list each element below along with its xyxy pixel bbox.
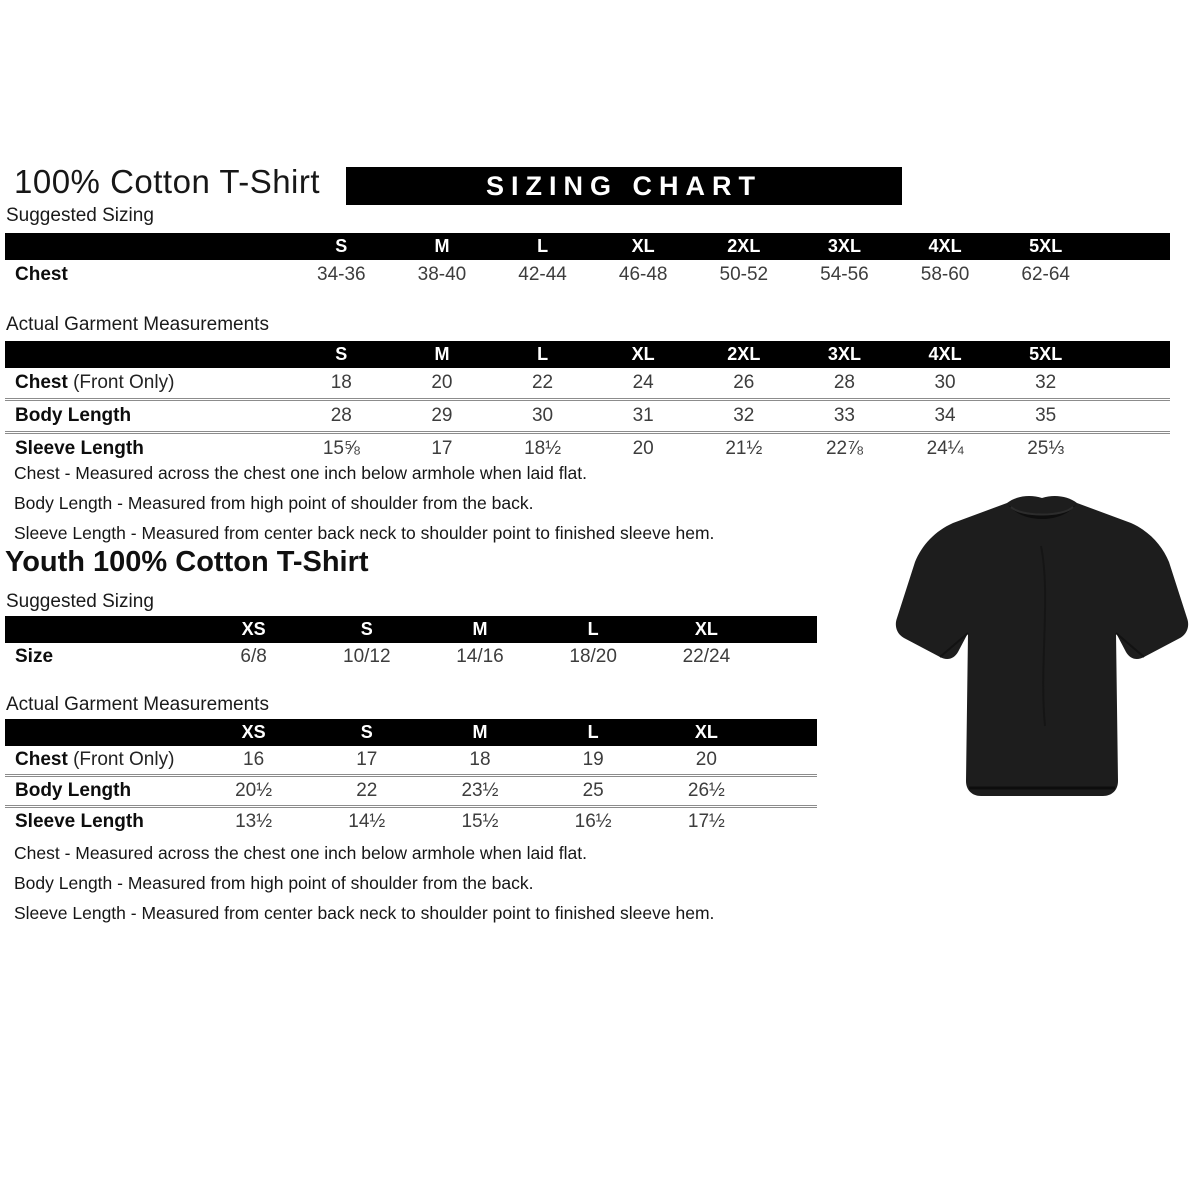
measurement-value-cell: 31	[593, 400, 694, 433]
table-row	[5, 776, 817, 807]
column-header-5xl: 5XL	[995, 233, 1096, 260]
adult-measurement-notes	[14, 460, 714, 550]
row-label	[5, 643, 197, 671]
column-header-l: L	[537, 616, 650, 643]
measurement-value-cell: 22/24	[682, 646, 731, 667]
column-header-empty	[5, 719, 197, 746]
column-header-empty	[5, 233, 291, 260]
measurement-value-cell: 25⅓	[995, 433, 1096, 465]
measurement-value-cell: 19	[582, 749, 604, 770]
measurement-value-cell: 28	[833, 372, 855, 393]
row-label	[5, 776, 197, 807]
youth-suggested-sizing-table	[5, 616, 817, 671]
measurement-value-cell: 34-36	[317, 264, 366, 285]
table-row	[5, 368, 1170, 400]
row-label-text: Size	[15, 646, 54, 667]
column-header-l: L	[492, 341, 593, 368]
measurement-value-cell: 15⅝	[291, 433, 392, 465]
measurement-value-cell: 32	[694, 400, 795, 433]
row-spacer	[1096, 433, 1170, 465]
table-row	[5, 643, 817, 671]
column-header-xl: XL	[650, 616, 763, 643]
measurement-value-cell: 16½	[537, 807, 650, 837]
column-header-4xl: 4XL	[895, 341, 996, 368]
row-label	[5, 400, 291, 433]
measurement-value-cell: 29	[392, 400, 493, 433]
adult-suggested-sizing-label: Suggested Sizing	[6, 205, 154, 226]
measurement-value-cell: 35	[995, 400, 1096, 433]
row-label	[5, 746, 197, 776]
table-row	[5, 807, 817, 837]
tshirt-image	[891, 486, 1193, 810]
column-header-2xl: 2XL	[694, 341, 795, 368]
row-label	[5, 260, 291, 290]
youth-suggested-sizing-label: Suggested Sizing	[6, 591, 154, 612]
table-row	[5, 260, 1170, 290]
measurement-value-cell: 54-56	[820, 264, 869, 285]
table-header-row	[5, 616, 817, 643]
row-spacer	[763, 643, 817, 671]
table-row	[5, 400, 1170, 433]
note-line: Chest - Measured across the chest one inch below armhole when laid flat.	[14, 843, 587, 863]
measurement-value-cell: 38-40	[417, 264, 467, 285]
column-header-spacer	[1096, 233, 1170, 260]
column-header-3xl: 3XL	[794, 341, 895, 368]
measurement-value-cell: 18	[330, 372, 352, 393]
measurement-value-cell: 42-44	[518, 264, 567, 285]
adult-suggested-sizing-table	[5, 233, 1170, 290]
column-header-xs: XS	[197, 616, 310, 643]
youth-actual-measurements-label: Actual Garment Measurements	[6, 694, 269, 715]
note-line: Chest - Measured across the chest one inch below armhole when laid flat.	[14, 463, 587, 483]
page-title: 100% Cotton T-Shirt	[14, 163, 321, 200]
row-label-text: Sleeve Length	[15, 811, 144, 832]
measurement-value-cell: 17½	[650, 807, 763, 837]
column-header-spacer	[1096, 341, 1170, 368]
row-label-text: Chest	[15, 749, 68, 770]
measurement-value-cell: 18/20	[569, 646, 617, 667]
measurement-value-cell: 18	[469, 749, 491, 770]
measurement-value-cell: 33	[794, 400, 895, 433]
column-header-xl: XL	[593, 341, 694, 368]
measurement-value-cell: 32	[1035, 372, 1057, 393]
column-header-m: M	[423, 719, 536, 746]
column-header-m: M	[423, 616, 536, 643]
note-line: Body Length - Measured from high point of shoulder from the back.	[14, 493, 534, 513]
column-header-xl: XL	[650, 719, 763, 746]
column-header-empty	[5, 616, 197, 643]
measurement-value-cell: 25	[537, 776, 650, 807]
note-line: Sleeve Length - Measured from center back neck to shoulder point to finished sleeve hem.	[14, 523, 715, 543]
row-label-suffix: (Front Only)	[67, 749, 175, 770]
table-row	[5, 746, 817, 776]
measurement-value-cell: 28	[291, 400, 392, 433]
row-spacer	[763, 807, 817, 837]
measurement-value-cell: 14/16	[456, 646, 504, 667]
column-header-xs: XS	[197, 719, 310, 746]
column-header-s: S	[310, 616, 423, 643]
column-header-l: L	[537, 719, 650, 746]
column-header-empty	[5, 341, 291, 368]
column-header-s: S	[291, 233, 392, 260]
row-label-text: Sleeve Length	[15, 438, 144, 459]
row-label-suffix: (Front Only)	[67, 372, 175, 393]
column-header-m: M	[392, 341, 493, 368]
measurement-value-cell: 46-48	[618, 264, 668, 285]
youth-measurement-notes	[14, 840, 714, 930]
measurement-value-cell: 30	[492, 400, 593, 433]
note-line: Body Length - Measured from high point of shoulder from the back.	[14, 873, 534, 893]
row-label-text: Body Length	[15, 405, 132, 426]
measurement-value-cell: 20	[695, 749, 717, 770]
measurement-value-cell: 16	[243, 749, 265, 770]
measurement-value-cell: 24¼	[895, 433, 996, 465]
youth-garment-measurements-table	[5, 719, 817, 836]
measurement-value-cell: 22	[531, 372, 554, 393]
note-line: Sleeve Length - Measured from center back neck to shoulder point to finished sleeve hem.	[14, 903, 715, 923]
row-spacer	[1096, 368, 1170, 400]
measurement-value-cell: 17	[356, 749, 378, 770]
measurement-value-cell: 22	[310, 776, 423, 807]
column-header-spacer	[763, 719, 817, 746]
measurement-value-cell: 15½	[423, 807, 536, 837]
measurement-value-cell: 22⅞	[794, 433, 895, 465]
column-header-l: L	[492, 233, 593, 260]
measurement-value-cell: 23½	[423, 776, 536, 807]
measurement-value-cell: 20½	[197, 776, 310, 807]
column-header-m: M	[392, 233, 493, 260]
measurement-value-cell: 34	[895, 400, 996, 433]
measurement-value-cell: 20	[593, 433, 694, 465]
measurement-value-cell: 62-64	[1021, 264, 1070, 285]
row-spacer	[763, 776, 817, 807]
table-header-row	[5, 233, 1170, 260]
column-header-2xl: 2XL	[694, 233, 795, 260]
measurement-value-cell: 17	[392, 433, 493, 465]
column-header-4xl: 4XL	[895, 233, 996, 260]
row-label	[5, 807, 197, 837]
measurement-value-cell: 50-52	[719, 264, 769, 285]
table-header-row	[5, 719, 817, 746]
column-header-s: S	[310, 719, 423, 746]
youth-page-title: Youth 100% Cotton T-Shirt	[5, 546, 369, 578]
measurement-value-cell: 20	[431, 372, 453, 393]
row-spacer	[1096, 260, 1170, 290]
column-header-s: S	[291, 341, 392, 368]
row-label-text: Chest	[15, 372, 68, 393]
row-label	[5, 368, 291, 400]
measurement-value-cell: 18½	[492, 433, 593, 465]
measurement-value-cell: 24	[632, 372, 654, 393]
measurement-value-cell: 6/8	[240, 646, 267, 667]
tshirt-body	[896, 496, 1188, 796]
measurement-value-cell: 30	[934, 372, 956, 393]
adult-actual-measurements-label: Actual Garment Measurements	[6, 314, 269, 335]
measurement-value-cell: 26½	[650, 776, 763, 807]
measurement-value-cell: 26	[733, 372, 755, 393]
black-tshirt-photo	[891, 486, 1193, 810]
row-label-text: Chest	[15, 264, 68, 285]
column-header-spacer	[763, 616, 817, 643]
table-header-row	[5, 341, 1170, 368]
column-header-3xl: 3XL	[794, 233, 895, 260]
sizing-chart-banner: SIZING CHART	[346, 167, 902, 205]
measurement-value-cell: 10/12	[343, 646, 391, 667]
measurement-value-cell: 14½	[310, 807, 423, 837]
row-spacer	[763, 746, 817, 776]
measurement-value-cell: 13½	[197, 807, 310, 837]
measurement-value-cell: 58-60	[920, 264, 970, 285]
row-label-text: Body Length	[15, 780, 132, 801]
measurement-value-cell: 21½	[694, 433, 795, 465]
adult-garment-measurements-table	[5, 341, 1170, 464]
column-header-5xl: 5XL	[995, 341, 1096, 368]
column-header-xl: XL	[593, 233, 694, 260]
row-spacer	[1096, 400, 1170, 433]
